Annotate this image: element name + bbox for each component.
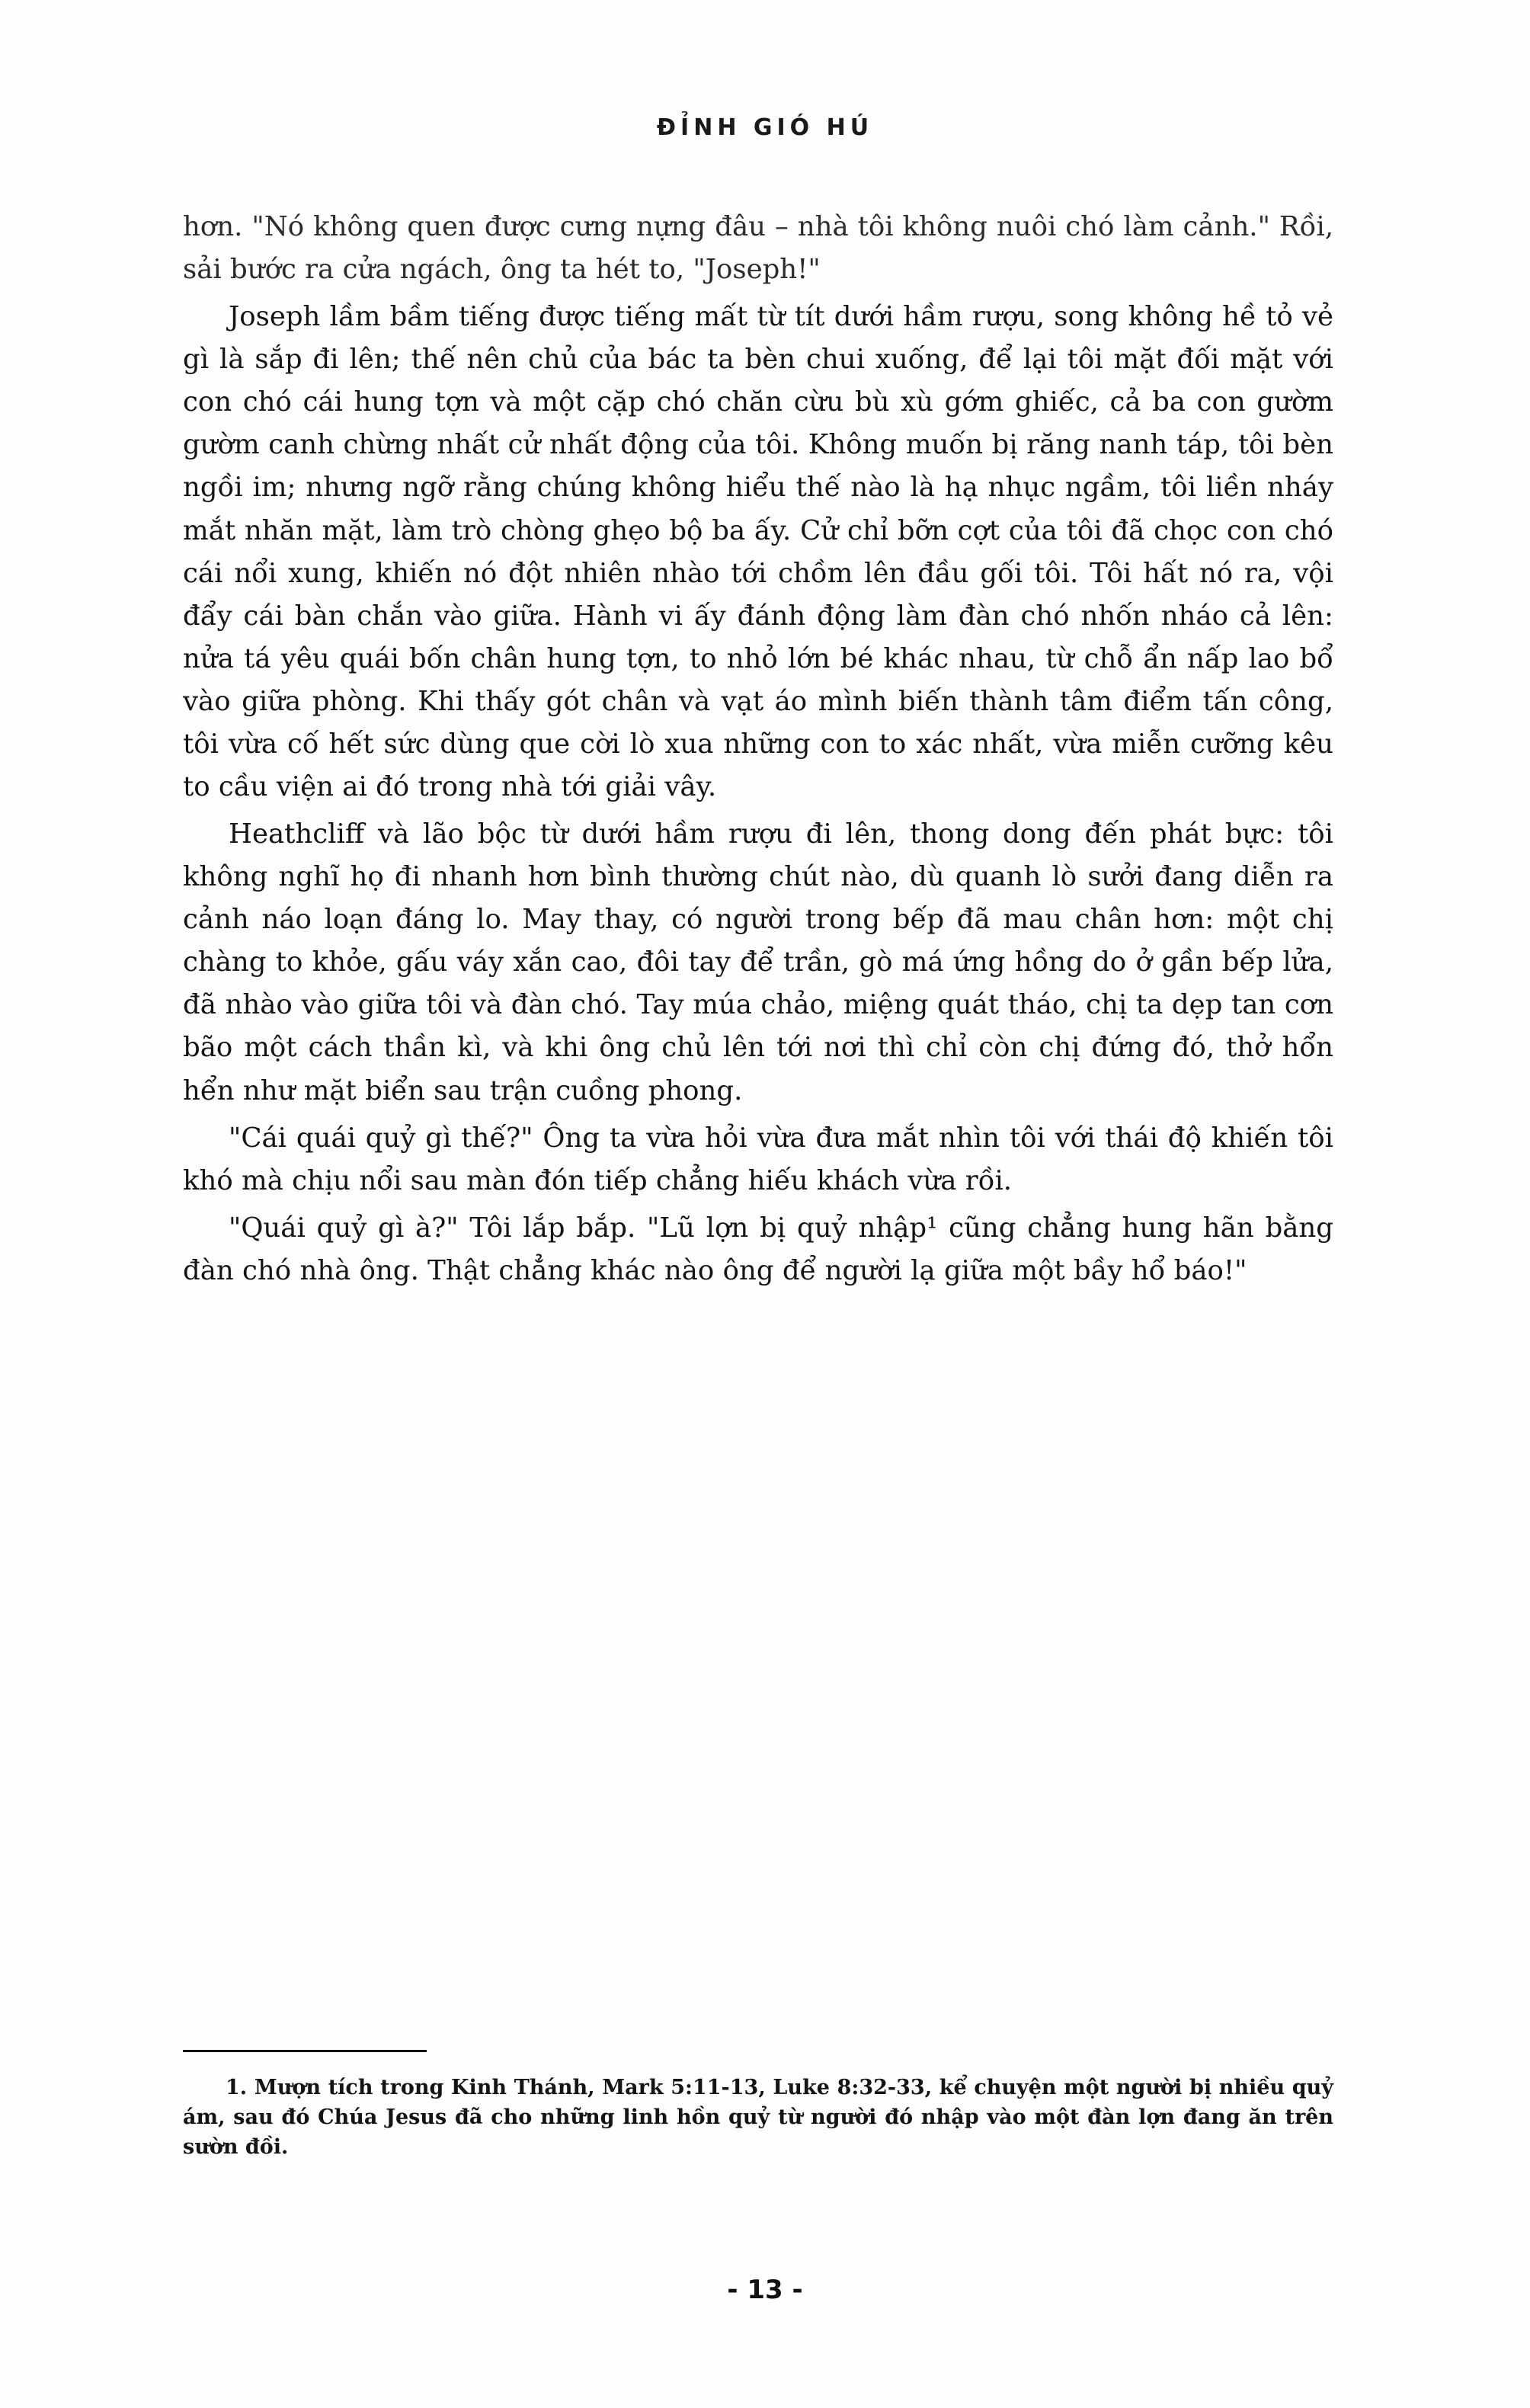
paragraph-4: "Cái quái quỷ gì thế?" Ông ta vừa hỏi vừa đưa mắt nhìn tôi với thái độ khiến tôi khó mà chịu nổi sau màn đón tiếp chẳng hiếu khách vừa rồi. (183, 1122, 1333, 1196)
page-number: - 13 - (727, 2275, 803, 2305)
running-head: ĐỈNH GIÓ HÚ (656, 114, 874, 141)
footnote-text (183, 2073, 1333, 2162)
paragraph-2: Joseph lầm bầm tiếng được tiếng mất từ tít dưới hầm rượu, song không hề tỏ vẻ gì là sắp đi lên; thế nên chủ của bác ta bèn chui xuống, để lại tôi mặt đối mặt với con chó cái hung tợn và một cặp chó chăn cừu bù xù gớm ghiếc, cả ba con gườm gườm canh chừng nhất cử nhất động của tôi. Không muốn bị răng nanh táp, tôi bèn ngồi im; nhưng ngỡ rằng chúng không hiểu thế nào là hạ nhục ngầm, tôi liền nháy mắt nhăn mặt, làm trò chòng ghẹo bộ ba ấy. Cử chỉ bỡn cợt của tôi đã chọc con chó cái nổi xung, khiến nó đột nhiên nhào tới chồm lên đầu gối tôi. Tôi hất nó ra, vội đẩy cái bàn chắn vào giữa. Hành vi ấy đánh động làm đàn chó nhốn nháo cả lên: nửa tá yêu quái bốn chân hung tợn, to nhỏ lớn bé khác nhau, từ chỗ ẩn nấp lao bổ vào giữa phòng. Khi thấy gót chân và vạt áo mình biến thành tâm điểm tấn công, tôi vừa cố hết sức dùng que cời lò xua những con to xác nhất, vừa miễn cưỡng kêu to cầu viện ai đó trong nhà tới giải vây. (183, 301, 1333, 803)
paragraph-5: "Quái quỷ gì à?" Tôi lắp bắp. "Lũ lợn bị quỷ nhập¹ cũng chẳng hung hãn bằng đàn chó nhà ông. Thật chẳng khác nào ông để người lạ giữa một bầy hổ báo!" (183, 1212, 1333, 1286)
footnote-marker: 1. (226, 2076, 248, 2099)
paragraph-3: Heathcliff và lão bộc từ dưới hầm rượu đi lên, thong dong đến phát bực: tôi không nghĩ họ đi nhanh hơn bình thường chút nào, dù quanh lò sưởi đang diễn ra cảnh náo loạn đáng lo. May thay, có người trong bếp đã mau chân hơn: một chị chàng to khỏe, gấu váy xắn cao, đôi tay để trần, gò má ứng hồng do ở gần bếp lửa, đã nhào vào giữa tôi và đàn chó. Tay múa chảo, miệng quát tháo, chị ta dẹp tan cơn bão một cách thần kì, và khi ông chủ lên tới nơi thì chỉ còn chị đứng đó, thở hổn hển như mặt biển sau trận cuồng phong. (183, 818, 1333, 1106)
paragraph-1: hơn. "Nó không quen được cưng nựng đâu – nhà tôi không nuôi chó làm cảnh." Rồi, sải bước ra cửa ngách, ông ta hét to, "Joseph!" (183, 211, 1333, 286)
footnote-body: Mượn tích trong Kinh Thánh, Mark 5:11-13, Luke 8:32-33, kể chuyện một người bị nhiều quỷ ám, sau đó Chúa Jesus đã cho những linh hồn quỷ từ người đó nhập vào một đàn lợn đang ăn trên sườn đồi. (183, 2076, 1333, 2160)
footnote (183, 2073, 1333, 2162)
body-text (183, 206, 1333, 1297)
footnote-divider (183, 2050, 427, 2052)
